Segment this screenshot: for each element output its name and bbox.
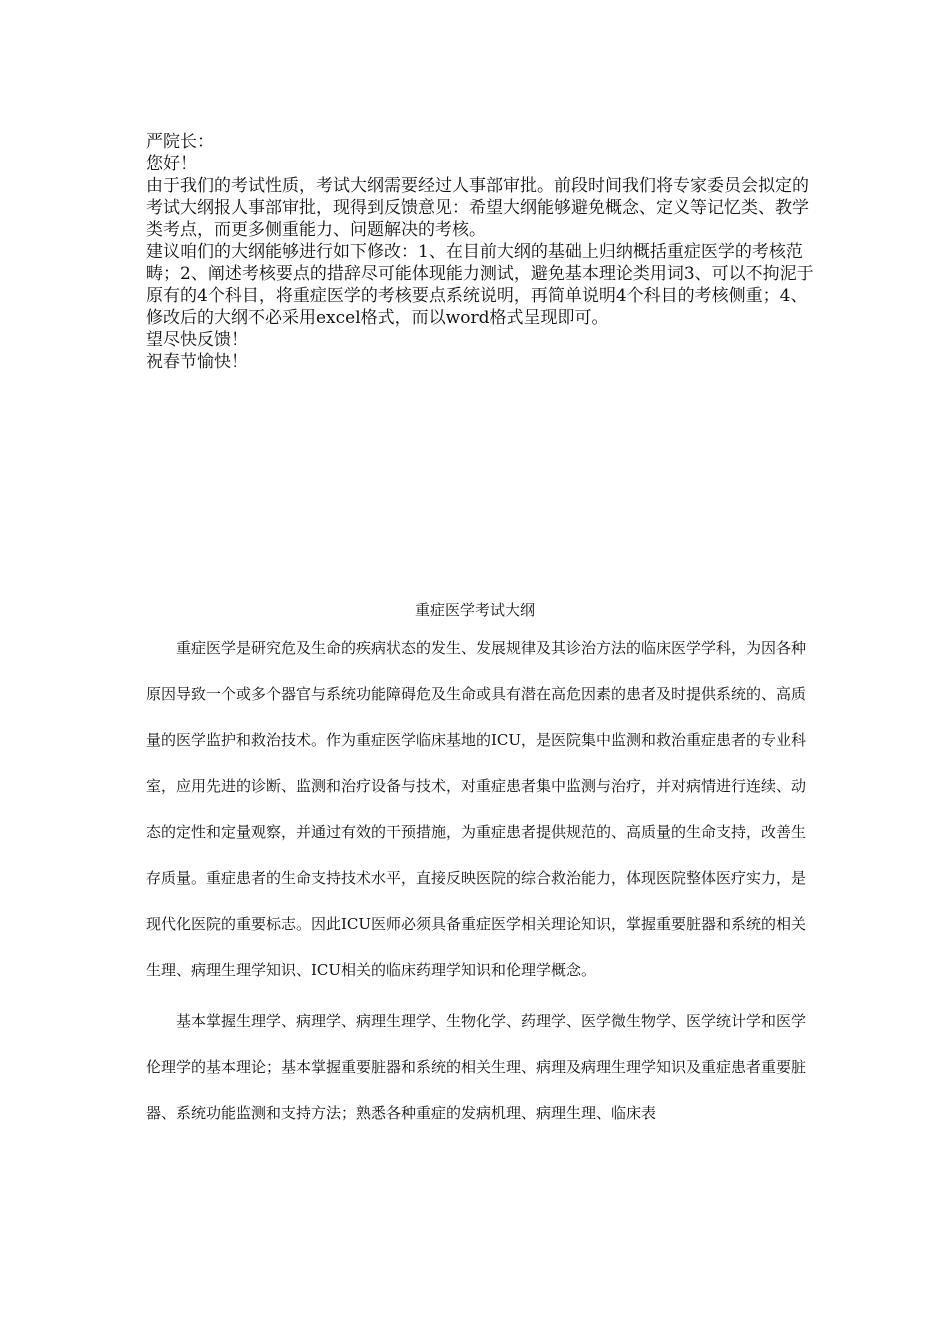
letter-salutation: 严院长：	[146, 132, 214, 152]
letter-closing: 祝春节愉快！	[146, 352, 248, 372]
outline-paragraph: 重症医学是研究危及生命的疾病状态的发生、发展规律及其诊治方法的临床医学学科，为因各种原因导致一个或多个器官与系统功能障碍危及生命或具有潜在高危因素的患者及时提供系统的、高质量的医学监护和救治技术。作为重症医学临床基地的ICU，是医院集中监测和救治重症患者的专业科室，应用先进的诊断、监测和治疗设备与技术，对重症患者集中监测与治疗，并对病情进行连续、动态的定性和定量观察，并通过有效的干预措施，为重症患者提供规范的、高质量的生命支持，改善生存质量。重症患者的生命支持技术水平，直接反映医院的综合救治能力，体现医院整体医疗实力，是现代化医院的重要标志。因此ICU医师必须具备重症医学相关理论知识，掌握重要脏器和系统的相关生理、病理生理学知识、ICU相关的临床药理学知识和伦理学概念。	[146, 639, 807, 979]
outline-title: 重症医学考试大纲	[414, 601, 535, 619]
outline-body	[146, 625, 816, 1136]
letter-greeting: 您好！	[146, 154, 197, 174]
letter-section	[146, 131, 816, 373]
letter-paragraph: 由于我们的考试性质，考试大纲需要经过人事部审批。前段时间我们将专家委员会拟定的考试大纲报人事部审批，现得到反馈意见：希望大纲能够避免概念、定义等记忆类、教学类考点，而更多侧重能力、问题解决的考核。	[146, 176, 809, 240]
letter-paragraph: 建议咱们的大纲能够进行如下修改：1、在目前大纲的基础上归纳概括重症医学的考核范畴；2、阐述考核要点的措辞尽可能体现能力测试，避免基本理论类用词3、可以不拘泥于原有的4个科目，将重症医学的考核要点系统说明，再简单说明4个科目的考核侧重；4、修改后的大纲不必采用excel格式，而以word格式呈现即可。	[146, 242, 814, 328]
outline-paragraph: 基本掌握生理学、病理学、病理生理学、生物化学、药理学、医学微生物学、医学统计学和医学伦理学的基本理论；基本掌握重要脏器和系统的相关生理、病理及病理生理学知识及重症患者重要脏器、系统功能监测和支持方法；熟悉各种重症的发病机理、病理生理、临床表	[146, 1012, 807, 1122]
letter-closing: 望尽快反馈！	[146, 330, 248, 350]
